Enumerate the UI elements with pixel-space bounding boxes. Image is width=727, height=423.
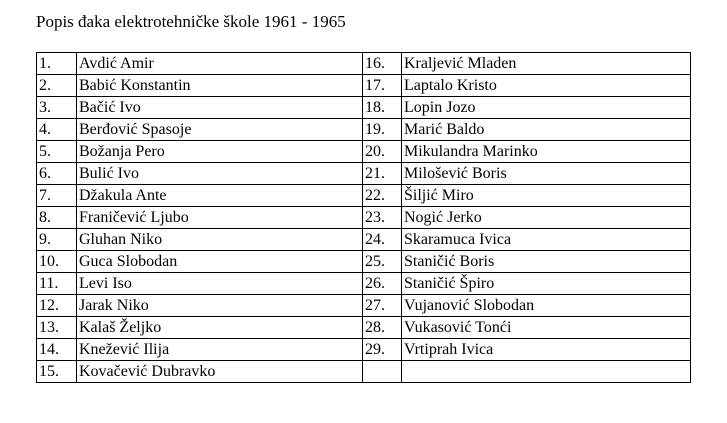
student-name-cell: Božanja Pero bbox=[77, 141, 363, 163]
student-name-cell: Knežević Ilija bbox=[77, 339, 363, 361]
student-number-cell: 21. bbox=[363, 163, 402, 185]
student-number-cell: 4. bbox=[37, 119, 77, 141]
student-number-cell: 11. bbox=[37, 273, 77, 295]
student-number-cell: 26. bbox=[363, 273, 402, 295]
student-name-cell: Kovačević Dubravko bbox=[77, 361, 363, 383]
table-row bbox=[37, 141, 691, 163]
empty-number-cell bbox=[363, 361, 402, 383]
table-row bbox=[37, 295, 691, 317]
student-number-cell: 1. bbox=[37, 53, 77, 75]
table-row bbox=[37, 185, 691, 207]
student-name-cell: Kalaš Željko bbox=[77, 317, 363, 339]
student-name-cell: Babić Konstantin bbox=[77, 75, 363, 97]
student-table bbox=[36, 52, 691, 383]
student-number-cell: 22. bbox=[363, 185, 402, 207]
student-name-cell: Skaramuca Ivica bbox=[402, 229, 691, 251]
student-number-cell: 2. bbox=[37, 75, 77, 97]
table-row bbox=[37, 53, 691, 75]
student-name-cell: Jarak Niko bbox=[77, 295, 363, 317]
student-name-cell: Nogić Jerko bbox=[402, 207, 691, 229]
table-row bbox=[37, 163, 691, 185]
student-number-cell: 18. bbox=[363, 97, 402, 119]
student-number-cell: 14. bbox=[37, 339, 77, 361]
student-number-cell: 10. bbox=[37, 251, 77, 273]
student-number-cell: 28. bbox=[363, 317, 402, 339]
student-number-cell: 20. bbox=[363, 141, 402, 163]
student-number-cell: 12. bbox=[37, 295, 77, 317]
student-name-cell: Milošević Boris bbox=[402, 163, 691, 185]
student-name-cell: Marić Baldo bbox=[402, 119, 691, 141]
table-row bbox=[37, 317, 691, 339]
student-name-cell: Bačić Ivo bbox=[77, 97, 363, 119]
student-name-cell: Vukasović Tonći bbox=[402, 317, 691, 339]
table-row bbox=[37, 119, 691, 141]
student-name-cell: Staničić Špiro bbox=[402, 273, 691, 295]
student-number-cell: 3. bbox=[37, 97, 77, 119]
table-row bbox=[37, 97, 691, 119]
document-title: Popis đaka elektrotehničke škole 1961 - 1965 bbox=[36, 12, 346, 31]
student-number-cell: 8. bbox=[37, 207, 77, 229]
table-row bbox=[37, 361, 691, 383]
student-number-cell: 13. bbox=[37, 317, 77, 339]
student-name-cell: Džakula Ante bbox=[77, 185, 363, 207]
table-row bbox=[37, 75, 691, 97]
student-number-cell: 25. bbox=[363, 251, 402, 273]
student-name-cell: Mikulandra Marinko bbox=[402, 141, 691, 163]
student-name-cell: Lopin Jozo bbox=[402, 97, 691, 119]
student-name-cell: Laptalo Kristo bbox=[402, 75, 691, 97]
student-number-cell: 15. bbox=[37, 361, 77, 383]
table-row bbox=[37, 251, 691, 273]
student-number-cell: 16. bbox=[363, 53, 402, 75]
student-name-cell: Franičević Ljubo bbox=[77, 207, 363, 229]
student-name-cell: Vujanović Slobodan bbox=[402, 295, 691, 317]
table-row bbox=[37, 229, 691, 251]
student-name-cell: Staničić Boris bbox=[402, 251, 691, 273]
student-name-cell: Berđović Spasoje bbox=[77, 119, 363, 141]
student-number-cell: 5. bbox=[37, 141, 77, 163]
student-number-cell: 29. bbox=[363, 339, 402, 361]
student-number-cell: 9. bbox=[37, 229, 77, 251]
table-row bbox=[37, 207, 691, 229]
student-number-cell: 23. bbox=[363, 207, 402, 229]
student-name-cell: Kraljević Mladen bbox=[402, 53, 691, 75]
student-number-cell: 19. bbox=[363, 119, 402, 141]
student-number-cell: 27. bbox=[363, 295, 402, 317]
table-row bbox=[37, 273, 691, 295]
student-number-cell: 7. bbox=[37, 185, 77, 207]
student-number-cell: 24. bbox=[363, 229, 402, 251]
empty-name-cell bbox=[402, 361, 691, 383]
table-row bbox=[37, 339, 691, 361]
student-name-cell: Avdić Amir bbox=[77, 53, 363, 75]
student-name-cell: Levi Iso bbox=[77, 273, 363, 295]
student-name-cell: Bulić Ivo bbox=[77, 163, 363, 185]
student-name-cell: Gluhan Niko bbox=[77, 229, 363, 251]
student-name-cell: Guca Slobodan bbox=[77, 251, 363, 273]
student-name-cell: Vrtiprah Ivica bbox=[402, 339, 691, 361]
student-number-cell: 6. bbox=[37, 163, 77, 185]
student-number-cell: 17. bbox=[363, 75, 402, 97]
student-name-cell: Šiljić Miro bbox=[402, 185, 691, 207]
